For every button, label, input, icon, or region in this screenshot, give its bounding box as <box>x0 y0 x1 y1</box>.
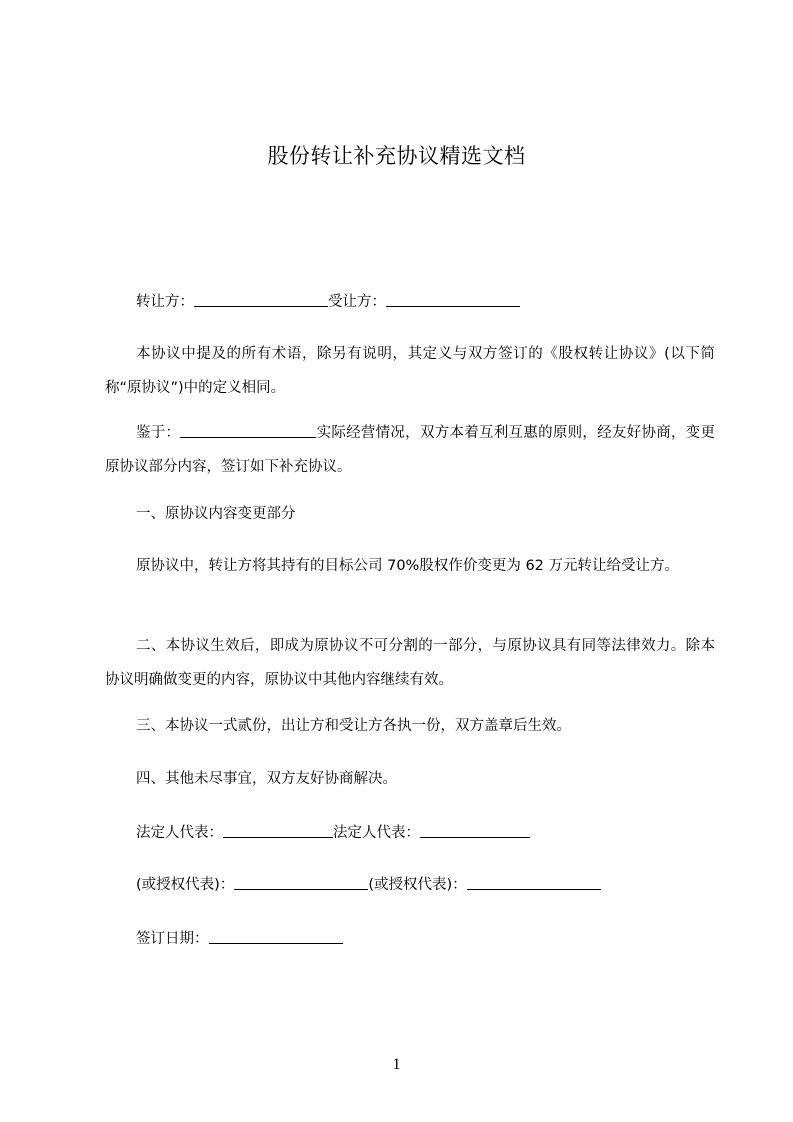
legal-rep-blank-2 <box>420 822 530 838</box>
signing-date-blank <box>209 928 343 944</box>
signing-date-line <box>105 922 715 956</box>
section-1-body: 原协议中，转让方将其持有的目标公司 70%股权作价变更为 62 万元转让给受让方。 <box>136 558 680 574</box>
authorized-blank-2 <box>467 874 601 890</box>
page-number: 1 <box>392 1056 401 1073</box>
authorized-blank-1 <box>234 874 368 890</box>
legal-rep-blank-1 <box>223 822 333 838</box>
document-title: 股份转让补充协议精选文档 <box>267 144 526 168</box>
legal-rep-label-1: 法定人代表： <box>136 825 223 841</box>
section-2: 二、本协议生效后，即成为原协议不可分割的一部分，与原协议具有同等法律效力。除本协议明确做变更的内容，原协议中其他内容继续有效。 <box>105 638 715 688</box>
definitions-clause: 本协议中提及的所有术语，除另有说明，其定义与双方签订的《股权转让协议》(以下简称“原协议”)中的定义相同。 <box>105 346 715 396</box>
whereas-blank <box>180 422 316 438</box>
legal-rep-line <box>105 816 715 850</box>
section-3: 三、本协议一式贰份，出让方和受让方各执一份，双方盖章后生效。 <box>136 718 571 734</box>
transferor-blank <box>194 291 328 307</box>
transferee-blank <box>386 291 520 307</box>
authorized-label-2: (或授权代表)： <box>368 877 467 893</box>
transferee-label: 受让方： <box>328 294 386 310</box>
whereas-clause <box>105 416 715 484</box>
authorized-rep-line <box>105 868 715 902</box>
signing-date-label: 签订日期： <box>136 931 209 947</box>
parties-line <box>105 285 715 319</box>
section-4: 四、其他未尽事宜，双方友好协商解决。 <box>136 771 397 787</box>
transferor-label: 转让方： <box>136 294 194 310</box>
authorized-label-1: (或授权代表)： <box>136 877 235 893</box>
section-1-heading: 一、原协议内容变更部分 <box>136 506 296 522</box>
whereas-text: 实际经营情况，双方本着互利互惠的原则，经友好协商，变更原协议部分内容，签订如下补充协议。 <box>105 425 716 475</box>
legal-rep-label-2: 法定人代表： <box>333 825 420 841</box>
whereas-label: 鉴于： <box>136 425 181 441</box>
